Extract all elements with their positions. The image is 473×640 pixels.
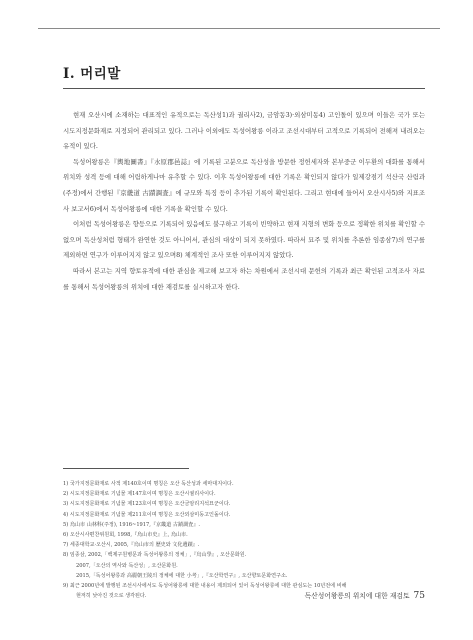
page-number: 75 [413,591,425,601]
footnote: 5) 烏山市 山林科(주정), 1916~1917,『京畿道 古蹟調査』. [63,521,200,528]
paragraph: 따라서 본고는 지역 향토유적에 대한 관심을 제고해 보고자 하는 차원에서 조선시대 문헌의 기록과 최근 확인된 고적조사 자료를 통해서 독성어왕릉의 위치에 대한 재검토를 실시하고자 한다. [63,266,425,291]
top-rule [38,28,440,29]
running-footer [305,590,425,601]
footnote: 8) 임종삼, 2002,「백제구원병문과 독성어왕릉의 정체」,『烏山學』, 오산문화원. [63,552,247,559]
footnote: 4) 시도지정문화재로 기념물 제211호이며 명칭은 오산외삼미동고인돌이다. [63,511,231,518]
footnote: 9) 최근 2000년에 발행된 조선시사에서도 독성어왕릉에 대한 내용이 제외되어 있어 독성어왕릉에 대한 관심도는 10년전에 비해 [63,583,347,590]
paragraph: 독성어왕릉은『輿地圖書』『水原郡邑誌』에 기록된 고분으로 독산성을 방문한 정헌세자와 본부중군 이두환의 대화를 통해서 위치와 성격 등에 대해 어림하게나마 유추할 수 있다. 이후 독성어왕릉에 대한 기록은 확인되지 않다가 일제강점기 석산국 산림과(주정)에서 간행된『京畿道 古蹟調査』에 규모와 특징 등이 추가된 기록이 확인된다. 그리고 현대에 들어서 오산시사5)와 지표조사 보고서6)에서 독성어왕릉에 대한 기록을 확인할 수 있다. [63,157,425,213]
section-heading: Ⅰ. 머리말 [63,66,121,82]
footnote-continuation: 현저히 낮아진 것으로 생각된다. [76,593,147,600]
footnote: 2) 시도지정문화재로 기념물 제147호이며 명칭은 오산시궐리사이다. [63,491,216,498]
footnote: 3) 시도지정문화재로 기념물 제123호이며 명칭은 오산금암리지석묘군이다. [63,501,231,508]
footnote: 1) 국가지정문화재로 사적 제140호이며 명칭은 오산 독산성과 세마대지이다. [63,481,234,487]
paragraph: 이처럼 독성어왕릉은 향등으로 기록되어 있음에도 불구하고 기록이 빈약하고 현재 지형의 변화 등으로 정확한 위치를 확인할 수 없으며 독산성처럼 형태가 완연한 것도 아니어서, 관심의 대상이 되지 못하였다. 따라서 묘주 및 위치를 추론한 임종삼7)의 연구를 제외하면 연구가 이루어지지 않고 있으며8) 체계적인 조사 또한 이루어지지 않았다. [63,220,425,260]
footer-title: 독산성어왕릉의 위치에 대한 재검토 [304,592,410,600]
footnotes [63,479,425,601]
heading-rule [63,88,425,89]
body-text [63,108,425,295]
footnote: 6) 오산시사편찬위원회, 1998,『烏山市史』上, 烏山市. [63,532,188,539]
footnote-continuation: 2007,「오산의 역사와 독산성」, 오산문화원. [76,562,178,569]
footnote: 7) 세종대학교·오산시, 2005,『烏山市의 歷史와 文化遺蹟』. [63,542,200,549]
footnote-rule [63,468,189,469]
footnote-continuation: 2015,「독성어왕릉과 高麗朝王陵의 정체에 대한 小考」,『오산학연구』, 오산향토문화연구소. [76,572,288,579]
paragraph: 현재 오산시에 소재하는 대표적인 유적으로는 독산성1)과 궐리사2), 금암동3)·외삼미동4) 고인돌이 있으며 이들은 국가 또는 시도지정문화재로 지정되어 관리되고 있다. 그러나 이외에도 독성어왕릉 이라고 조선시대부터 고적으로 기록되어 전해져 내려오는 유적이 있다. [63,111,425,151]
